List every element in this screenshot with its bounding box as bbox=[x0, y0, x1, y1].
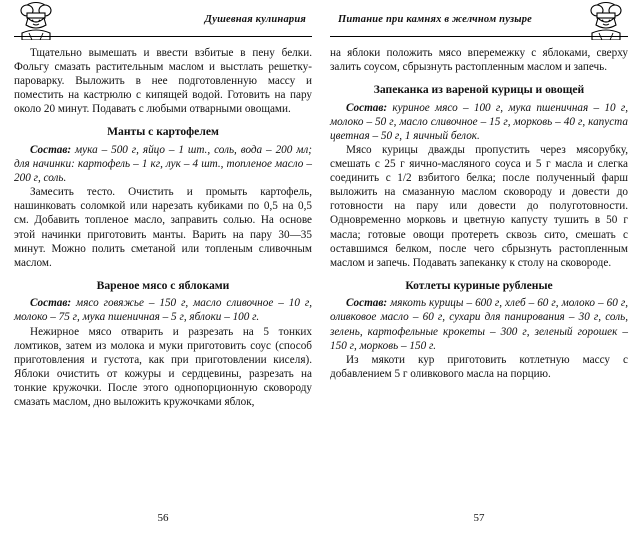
recipe-heading: Запеканка из вареной курицы и овощей bbox=[373, 83, 585, 97]
right-header-rule bbox=[330, 36, 628, 37]
left-running-head-title: Душевная кулинария bbox=[204, 14, 306, 25]
paragraph: Нежирное мясо отварить и разрезать на 5 тонких ломтиков, затем из молока и муки приготовить соус (способ приготовления и густота, как при приготовлении киселя). Яблоки очистить от кожуры и сердцевины, разрезать на тонкие кружочки. После этого однопорционную сковороду смазать маслом, дно выложить кружочками яблок, bbox=[14, 325, 312, 408]
ingredients-line bbox=[14, 296, 312, 324]
ingredients-line bbox=[330, 101, 628, 143]
ingredients-label: Состав: bbox=[346, 297, 388, 310]
ingredients-text: мякоть курицы – 600 г, хлеб – 60 г, молоко – 60 г, оливковое масло – 60 г, сухари для панирования – 30 г, соль, зелень, картофельные крокеты – 300 г, зеленый горошек – 150 г, морковь – 150 г. bbox=[330, 297, 628, 352]
ingredients-text: мука – 500 г, яйцо – 1 шт., соль, вода – 200 мл; для начинки: картофель – 1 кг, лук – 4 шт., топленое масло – 200 г, соль. bbox=[14, 143, 312, 185]
ingredients-text: куриное мясо – 100 г, мука пшеничная – 10 г, молоко – 50 г, масло сливочное – 15 г, морковь – 40 г, капуста цветная – 50 г, 1 яичный белок. bbox=[330, 101, 628, 142]
paragraph: Мясо курицы дважды пропустить через мясорубку, смешать с 25 г яично-масляного соуса и 5 г масла и слегка соединить с 1/2 взбитого белка; после полученный фарш выложить на смазанную маслом сковороду и довести до готовности на пару или довести до полуготовности. Одновременно морковь и цветную капусту тушить в 50 г масла; готовые овощи протереть сквозь сито, смешать с оставшимся белком, после чего сбрызнуть растопленным маслом и запечь. Подавать запеканку к столу на сковороде. bbox=[330, 143, 628, 269]
ingredients-label: Состав: bbox=[30, 143, 72, 156]
left-running-head bbox=[14, 0, 312, 44]
left-header-rule bbox=[14, 36, 312, 37]
left-text-column bbox=[14, 46, 312, 506]
left-page bbox=[14, 0, 312, 540]
paragraph: Замесить тесто. Очистить и промыть картофель, нашинковать соломкой или нарезать кубиками по 0,5 на 0,5 см. Добавить топленое масло, заправить солью. На основе этой начинки приготовить манты. Варить на пару 30—35 минут. Можно полить сметаной или топленым сливочным маслом. bbox=[14, 186, 312, 269]
right-running-head-title: Питание при камнях в желчном пузыре bbox=[338, 14, 533, 25]
ingredients-label: Состав: bbox=[346, 101, 388, 114]
ingredients-line bbox=[14, 143, 312, 185]
paragraph: Тщательно вымешать и ввести взбитые в пену белки. Фольгу смазать растительным маслом и выстлать решетку-пароварку. Выложить в нее подготовленную массу и поместить на кастрюлю с кипящей водой. Готовить на пару около 20 минут. Подавать с любыми отварными овощами. bbox=[14, 47, 312, 116]
ingredients-text: мясо говяжье – 150 г, масло сливочное – 10 г, молоко – 75 г, мука пшеничная – 5 г, яблоки – 100 г. bbox=[14, 297, 312, 324]
right-running-head bbox=[330, 0, 628, 44]
paragraph: Из мякоти кур приготовить котлетную массу с добавлением 5 г оливкового масла на порцию. bbox=[330, 353, 628, 380]
right-page bbox=[330, 0, 628, 540]
ingredients-label: Состав: bbox=[30, 297, 72, 310]
left-page-number: 56 bbox=[157, 512, 169, 524]
recipe-heading: Котлеты куриные рубленые bbox=[405, 278, 553, 292]
recipe-heading: Манты с картофелем bbox=[107, 125, 219, 139]
paragraph: на яблоки положить мясо вперемежку с яблоками, сверху залить соусом, сбрызнуть растопленным маслом и запечь. bbox=[330, 47, 628, 74]
recipe-heading: Вареное мясо с яблоками bbox=[96, 278, 230, 292]
right-text-column bbox=[330, 46, 628, 506]
ingredients-line bbox=[330, 296, 628, 352]
right-page-number: 57 bbox=[473, 512, 485, 524]
